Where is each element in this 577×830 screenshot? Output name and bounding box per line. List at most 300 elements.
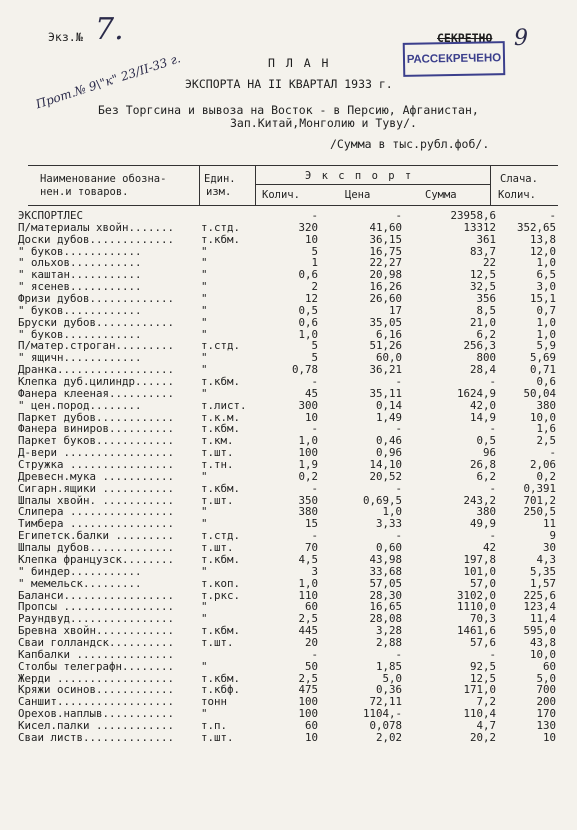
sum-units-note: /Сумма в тыс.рубл.фоб/. <box>330 137 490 151</box>
row-unit: т.шт. <box>201 730 234 744</box>
row-slacha-quantity: 2,5 <box>536 434 556 448</box>
row-unit: т.шт. <box>201 446 234 460</box>
row-slacha-quantity: 12,0 <box>529 244 556 258</box>
row-name: Пропсы ................. <box>18 601 175 614</box>
row-quantity: 60 <box>304 718 318 732</box>
row-quantity: 5 <box>311 351 318 365</box>
column-divider <box>199 165 200 205</box>
row-price: 5,0 <box>382 671 402 685</box>
row-quantity: 3 <box>311 564 318 578</box>
row-name: Доски дубов............. <box>18 233 175 246</box>
table-row <box>18 305 558 317</box>
row-name: ЭКСПОРТЛЕС <box>18 210 84 222</box>
row-price: 51,26 <box>369 339 402 353</box>
row-price: 0,14 <box>375 398 402 412</box>
row-name: Бруски дубов............ <box>18 316 175 329</box>
row-unit: т.кбф. <box>201 683 241 697</box>
table-row <box>18 530 558 542</box>
row-name: Баланси................. <box>18 589 175 602</box>
row-name: Сваи листв.............. <box>18 731 175 744</box>
row-price: 6,16 <box>375 327 402 341</box>
row-sum: - <box>489 481 496 495</box>
row-sum: 12,5 <box>469 671 496 685</box>
row-name: Клепка дуб.цилиндр...... <box>18 376 175 388</box>
row-sum: 110,4 <box>463 707 496 721</box>
row-price: - <box>395 375 402 389</box>
row-unit: " <box>201 256 208 270</box>
row-sum: 6,2 <box>476 327 496 341</box>
row-unit: " <box>201 315 208 329</box>
row-price: 16,75 <box>369 244 402 258</box>
row-slacha-quantity: 30 <box>542 541 556 555</box>
row-quantity: 10 <box>304 232 318 246</box>
row-name: Жерди .................. <box>18 672 175 685</box>
row-unit: т.ркс. <box>201 588 241 602</box>
row-price: 26,60 <box>369 292 402 306</box>
row-name: Бревна хвойн............ <box>18 625 175 637</box>
row-slacha-quantity: 170 <box>536 707 556 721</box>
row-sum: 356 <box>476 292 496 306</box>
row-price: 36,15 <box>369 232 402 246</box>
row-name: Раундвуд................ <box>18 613 175 626</box>
row-price: 16,65 <box>369 600 402 614</box>
row-price: - <box>395 647 402 661</box>
row-slacha-quantity: 10 <box>542 730 556 744</box>
row-quantity: 0,6 <box>298 268 318 282</box>
row-unit: " <box>201 303 208 317</box>
row-name: Кряжи осинов............ <box>18 684 175 697</box>
row-slacha-quantity: 11 <box>542 517 556 531</box>
row-name: Орехов.наплыв........... <box>18 708 175 720</box>
col-header-unit-2: изм. <box>206 186 232 198</box>
row-name: Фризи дубов............. <box>18 293 175 305</box>
row-name: П/материалы хвойн....... <box>18 221 175 234</box>
row-sum: 7,2 <box>476 695 496 709</box>
row-price: 1104,- <box>362 707 402 721</box>
row-quantity: 45 <box>304 386 318 400</box>
document-subtitle: ЭКСПОРТА НА II КВАРТАЛ 1933 г. <box>185 77 393 91</box>
table-row <box>18 234 558 246</box>
row-sum: 171,0 <box>463 683 496 697</box>
row-sum: 22 <box>482 256 496 270</box>
row-quantity: 100 <box>298 707 318 721</box>
row-unit: т.кбм. <box>201 481 241 495</box>
row-name: Дранка.................. <box>18 364 175 377</box>
row-slacha-quantity: 1,6 <box>536 422 556 436</box>
row-slacha-quantity: 10,0 <box>529 647 556 661</box>
row-quantity: 1,0 <box>298 576 318 590</box>
export-plan-table <box>18 210 558 744</box>
row-unit: т.кбм. <box>201 375 241 389</box>
row-price: 1,49 <box>375 410 402 424</box>
row-sum: 8,5 <box>476 303 496 317</box>
row-unit: т.стд. <box>201 339 241 353</box>
row-name: Стружка ................ <box>18 459 175 471</box>
row-sum: 4,7 <box>476 718 496 732</box>
row-unit: " <box>201 517 208 531</box>
table-row <box>18 566 558 578</box>
row-sum: 800 <box>476 351 496 365</box>
row-name: " цен.пород........ <box>18 399 142 412</box>
row-slacha-quantity: 250,5 <box>523 505 556 519</box>
row-price: 14,10 <box>369 458 402 472</box>
row-price: 20,98 <box>369 268 402 282</box>
row-unit: " <box>201 280 208 294</box>
row-unit: " <box>201 292 208 306</box>
row-sum: 21,0 <box>469 315 496 329</box>
row-slacha-quantity: - <box>549 446 556 460</box>
row-price: 3,33 <box>375 517 402 531</box>
row-quantity: 70 <box>304 541 318 555</box>
row-quantity: 10 <box>304 730 318 744</box>
row-slacha-quantity: 380 <box>536 398 556 412</box>
row-slacha-quantity: 13,8 <box>529 232 556 246</box>
row-unit: т.к.м. <box>201 410 241 424</box>
row-name: Д-вери ................. <box>18 447 175 460</box>
row-slacha-quantity: 9 <box>549 529 556 543</box>
row-sum: 83,7 <box>469 244 496 258</box>
row-price: 28,30 <box>369 588 402 602</box>
col-header-slacha-2: Колич. <box>498 189 536 201</box>
row-unit: т.п. <box>201 718 228 732</box>
row-sum: 380 <box>476 505 496 519</box>
row-slacha-quantity: 10,0 <box>529 410 556 424</box>
row-sum: 70,3 <box>469 612 496 626</box>
row-name: Шпалы дубов............. <box>18 542 175 554</box>
row-slacha-quantity: 595,0 <box>523 624 556 638</box>
row-quantity: 475 <box>298 683 318 697</box>
row-price: 60,0 <box>375 351 402 365</box>
row-slacha-quantity: 5,0 <box>536 671 556 685</box>
row-slacha-quantity: 123,4 <box>523 600 556 614</box>
row-slacha-quantity: 5,69 <box>529 351 556 365</box>
row-sum: 57,0 <box>469 576 496 590</box>
col-header-qty: Колич. <box>262 189 300 201</box>
row-price: 2,88 <box>375 635 402 649</box>
row-name: " буков............ <box>18 328 142 341</box>
row-price: 33,68 <box>369 564 402 578</box>
col-header-export: Э к с п о р т <box>305 170 414 182</box>
row-unit: " <box>201 244 208 258</box>
row-unit: " <box>201 505 208 519</box>
row-quantity: - <box>311 422 318 436</box>
col-header-price: Цена <box>345 189 371 201</box>
row-name: " ольхов........... <box>18 257 142 270</box>
row-quantity: 110 <box>298 588 318 602</box>
row-slacha-quantity: 60 <box>542 659 556 673</box>
row-price: 43,98 <box>369 552 402 566</box>
row-sum: 28,4 <box>469 363 496 377</box>
row-quantity: - <box>311 481 318 495</box>
row-price: 36,21 <box>369 363 402 377</box>
row-price: 2,02 <box>375 730 402 744</box>
row-name: " ящичн............ <box>18 352 142 365</box>
row-sum: 256,3 <box>463 339 496 353</box>
table-header-bottom-rule <box>28 205 558 206</box>
row-quantity: 320 <box>298 220 318 234</box>
row-slacha-quantity: 0,6 <box>536 375 556 389</box>
table-row <box>18 578 558 590</box>
row-slacha-quantity: 5,9 <box>536 339 556 353</box>
row-slacha-quantity: 0,7 <box>536 303 556 317</box>
row-unit: " <box>201 600 208 614</box>
row-slacha-quantity: 15,1 <box>529 292 556 306</box>
row-price: 22,27 <box>369 256 402 270</box>
table-row <box>18 732 558 744</box>
row-unit: т.лист. <box>201 398 247 412</box>
row-quantity: 1,0 <box>298 327 318 341</box>
row-sum: 101,0 <box>463 564 496 578</box>
row-sum: 92,5 <box>469 659 496 673</box>
row-price: 1,0 <box>382 505 402 519</box>
row-quantity: 2,5 <box>298 612 318 626</box>
table-top-rule <box>28 165 558 166</box>
column-divider <box>255 165 256 205</box>
row-name: Сваи голландск.......... <box>18 636 175 649</box>
row-name: Тимбера ................ <box>18 518 175 531</box>
row-name: Древесн.мука ........... <box>18 470 175 483</box>
row-sum: 49,9 <box>469 517 496 531</box>
row-price: 41,60 <box>369 220 402 234</box>
row-sum: 6,2 <box>476 469 496 483</box>
row-quantity: - <box>311 209 318 222</box>
row-quantity: 5 <box>311 244 318 258</box>
row-name: Фанера клееная.......... <box>18 387 175 400</box>
col-header-name-2: нен.и товаров. <box>40 186 129 198</box>
row-unit: т.кбм. <box>201 422 241 436</box>
row-sum: 1110,0 <box>456 600 496 614</box>
row-unit: тонн <box>201 695 228 709</box>
row-unit: " <box>201 268 208 282</box>
row-name: " буков............ <box>18 245 142 258</box>
row-price: 72,11 <box>369 695 402 709</box>
row-price: - <box>395 481 402 495</box>
row-price: 3,28 <box>375 624 402 638</box>
copy-number-label: Экз.№ <box>48 30 83 44</box>
row-name: " ясенев........... <box>18 281 142 294</box>
row-price: 0,078 <box>369 718 402 732</box>
row-price: - <box>395 209 402 222</box>
row-slacha-quantity: 225,6 <box>523 588 556 602</box>
row-unit: " <box>201 469 208 483</box>
row-unit: т.стд. <box>201 529 241 543</box>
row-slacha-quantity: 43,8 <box>529 635 556 649</box>
table-row <box>18 412 558 424</box>
row-quantity: 15 <box>304 517 318 531</box>
row-quantity: 2 <box>311 280 318 294</box>
row-price: 57,05 <box>369 576 402 590</box>
row-name: П/матер.строган......... <box>18 340 175 353</box>
row-unit: т.шт. <box>201 635 234 649</box>
row-slacha-quantity: 50,04 <box>523 386 556 400</box>
row-quantity: 0,2 <box>298 469 318 483</box>
row-unit: " <box>201 363 208 377</box>
row-quantity: 1,9 <box>298 458 318 472</box>
row-slacha-quantity: 200 <box>536 695 556 709</box>
row-slacha-quantity: 2,06 <box>529 458 556 472</box>
row-name: " каштан........... <box>18 269 142 282</box>
row-quantity: 4,5 <box>298 552 318 566</box>
row-sum: 13312 <box>463 220 496 234</box>
table-row <box>18 388 558 400</box>
row-quantity: - <box>311 529 318 543</box>
row-sum: 1624,9 <box>456 386 496 400</box>
row-sum: - <box>489 529 496 543</box>
row-unit: т.кбм. <box>201 671 241 685</box>
row-name: " мемельск......... <box>18 577 142 590</box>
column-divider <box>490 165 491 205</box>
row-unit: " <box>201 707 208 721</box>
row-quantity: 0,5 <box>298 303 318 317</box>
row-sum: 26,8 <box>469 458 496 472</box>
row-sum: 0,5 <box>476 434 496 448</box>
table-row <box>18 400 558 412</box>
row-unit: " <box>201 327 208 341</box>
row-quantity: 1,0 <box>298 434 318 448</box>
row-slacha-quantity: 0,2 <box>536 469 556 483</box>
row-quantity: 445 <box>298 624 318 638</box>
row-sum: 32,5 <box>469 280 496 294</box>
row-quantity: 350 <box>298 493 318 507</box>
row-sum: 14,9 <box>469 410 496 424</box>
col-header-sum: Сумма <box>425 189 457 201</box>
description-line-2: Зап.Китай,Монголию и Туву/. <box>230 116 417 130</box>
col-header-name-1: Наименование обозна- <box>40 173 167 185</box>
row-price: 1,85 <box>375 659 402 673</box>
row-sum: - <box>489 375 496 389</box>
row-quantity: 2,5 <box>298 671 318 685</box>
row-slacha-quantity: 4,3 <box>536 552 556 566</box>
row-slacha-quantity: 1,0 <box>536 327 556 341</box>
row-price: 35,05 <box>369 315 402 329</box>
row-slacha-quantity: 6,5 <box>536 268 556 282</box>
row-price: 35,11 <box>369 386 402 400</box>
row-sum: 23958,6 <box>450 209 496 222</box>
secret-label: СЕКРЕТНО <box>437 31 493 45</box>
row-slacha-quantity: 701,2 <box>523 493 556 507</box>
row-slacha-quantity: 0,71 <box>529 363 556 377</box>
row-name: Паркет буков............ <box>18 435 175 448</box>
table-row <box>18 518 558 530</box>
row-quantity: 0,78 <box>291 363 318 377</box>
row-sum: - <box>489 647 496 661</box>
row-price: 16,26 <box>369 280 402 294</box>
row-quantity: 12 <box>304 292 318 306</box>
row-slacha-quantity: 0,391 <box>523 481 556 495</box>
row-quantity: 100 <box>298 695 318 709</box>
row-name: Шпалы хвойн. ........... <box>18 494 175 507</box>
row-sum: 57,6 <box>469 635 496 649</box>
table-row <box>18 435 558 447</box>
table-row <box>18 554 558 566</box>
row-price: 0,46 <box>375 434 402 448</box>
row-slacha-quantity: 700 <box>536 683 556 697</box>
table-row <box>18 483 558 495</box>
row-name: " биндер........... <box>18 565 142 578</box>
table-row <box>18 637 558 649</box>
row-unit: т.шт. <box>201 541 234 555</box>
row-name: Слипера ................ <box>18 506 175 519</box>
row-price: - <box>395 529 402 543</box>
row-name: Египетск.балки ......... <box>18 530 175 543</box>
row-unit: т.кбм. <box>201 624 241 638</box>
row-price: 20,52 <box>369 469 402 483</box>
row-sum: 361 <box>476 232 496 246</box>
row-quantity: 1 <box>311 256 318 270</box>
description-line-1: Без Торгсина и вывоза на Восток - в Персию, Афганистан, <box>98 103 479 117</box>
row-sum: 42 <box>482 541 496 555</box>
row-name: Паркет дубов............ <box>18 411 175 424</box>
row-quantity: 100 <box>298 446 318 460</box>
row-quantity: 60 <box>304 600 318 614</box>
handwritten-page-number: 9 <box>514 26 528 51</box>
document-title: П Л А Н <box>268 56 331 70</box>
row-slacha-quantity: 1,57 <box>529 576 556 590</box>
row-name: Саншит.................. <box>18 696 175 709</box>
row-name: Фанера виниров.......... <box>18 423 175 436</box>
col-header-slacha-1: Слача. <box>500 173 538 185</box>
export-group-rule <box>256 184 490 185</box>
row-slacha-quantity: 3,0 <box>536 280 556 294</box>
row-slacha-quantity: 5,35 <box>529 564 556 578</box>
table-row <box>18 364 558 376</box>
row-unit: т.км. <box>201 434 234 448</box>
copy-number-value: 7. <box>95 12 124 47</box>
row-slacha-quantity: 352,65 <box>516 220 556 234</box>
row-quantity: 20 <box>304 635 318 649</box>
row-sum: 42,0 <box>469 398 496 412</box>
row-quantity: 380 <box>298 505 318 519</box>
row-price: 0,69,5 <box>362 493 402 507</box>
row-unit: т.тн. <box>201 458 234 472</box>
row-sum: 96 <box>482 446 496 460</box>
row-price: 0,60 <box>375 541 402 555</box>
table-row <box>18 471 558 483</box>
row-slacha-quantity: 130 <box>536 718 556 732</box>
row-quantity: 10 <box>304 410 318 424</box>
row-slacha-quantity: 1,0 <box>536 315 556 329</box>
row-unit: т.кбм. <box>201 232 241 246</box>
table-row <box>18 317 558 329</box>
row-unit: т.кбм. <box>201 552 241 566</box>
row-unit: " <box>201 351 208 365</box>
row-unit: т.шт. <box>201 493 234 507</box>
row-unit: " <box>201 612 208 626</box>
row-price: 0,96 <box>375 446 402 460</box>
row-price: - <box>395 422 402 436</box>
row-sum: - <box>489 422 496 436</box>
row-name: Сигарн.ящики ........... <box>18 482 175 495</box>
row-sum: 3102,0 <box>456 588 496 602</box>
row-name: Столбы телеграфн........ <box>18 660 175 673</box>
table-row <box>18 649 558 661</box>
row-price: 0,36 <box>375 683 402 697</box>
row-quantity: - <box>311 375 318 389</box>
table-row <box>18 246 558 258</box>
table-row <box>18 661 558 673</box>
row-unit: т.коп. <box>201 576 241 590</box>
row-quantity: 0,6 <box>298 315 318 329</box>
row-slacha-quantity: 11,4 <box>529 612 556 626</box>
row-sum: 1461,6 <box>456 624 496 638</box>
row-slacha-quantity: - <box>549 209 556 222</box>
row-name: " буков............ <box>18 304 142 317</box>
row-slacha-quantity: 1,0 <box>536 256 556 270</box>
row-sum: 197,8 <box>463 552 496 566</box>
col-header-unit-1: Един. <box>204 173 236 185</box>
row-quantity: 300 <box>298 398 318 412</box>
row-name: Капбалки ............... <box>18 648 175 661</box>
